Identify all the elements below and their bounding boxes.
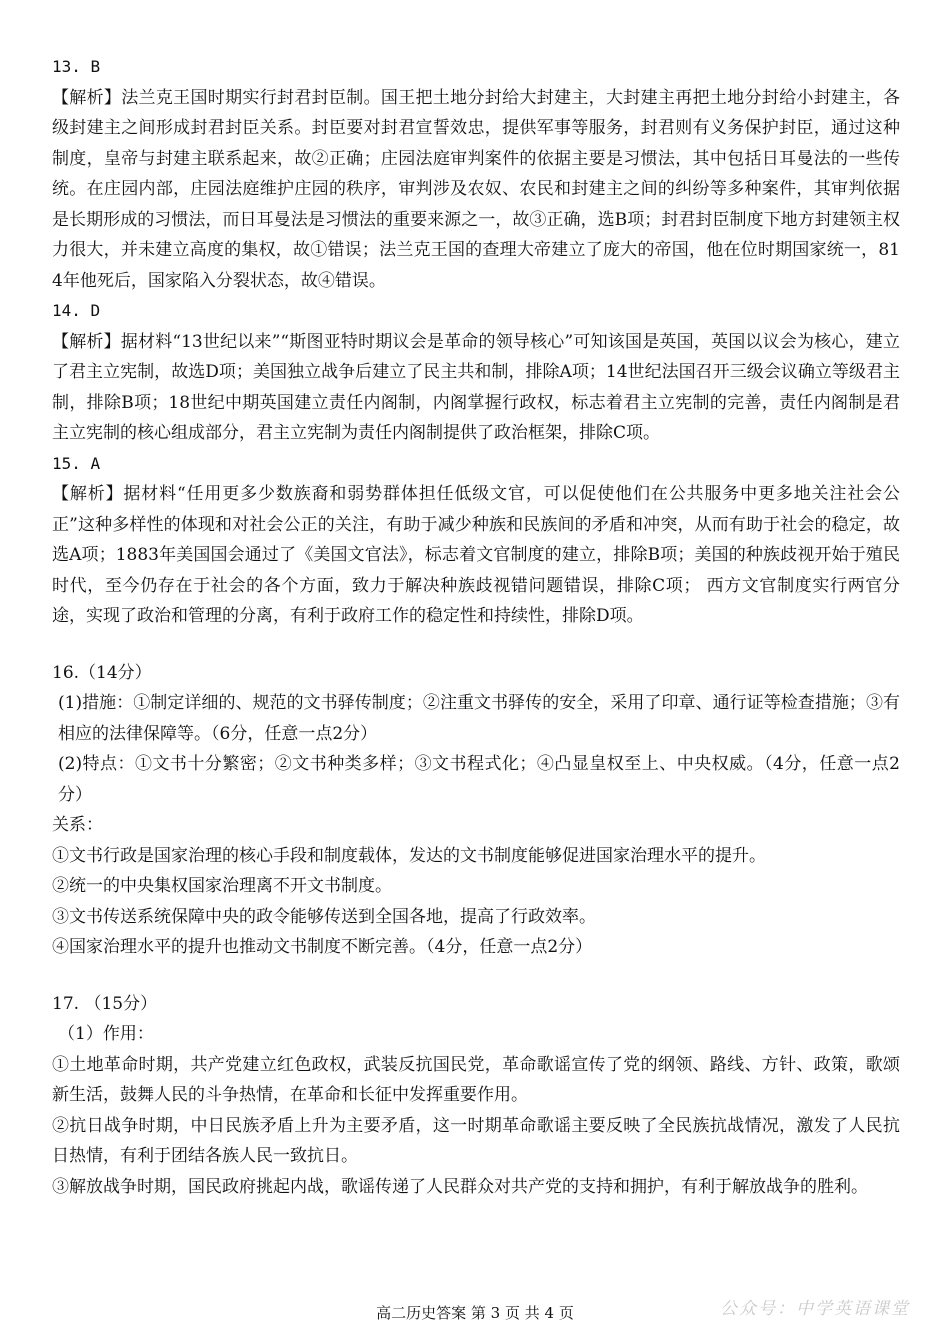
q17-item-1: ①土地革命时期，共产党建立红色政权，武装反抗国民党，革命歌谣宣传了党的纲领、路线、方针、政策，歌颂新生活，鼓舞人民的斗争热情，在革命和长征中发挥重要作用。 xyxy=(52,1054,900,1105)
q17-title: 17. （15分） xyxy=(52,993,158,1014)
page-footer: 高二历史答案 第 3 页 共 4 页 xyxy=(376,1304,574,1322)
q14-analysis: 【解析】据材料“13世纪以来”“斯图亚特时期议会是革命的领导核心”可知该国是英国，英国以议会为核心，建立了君主立宪制，故选D项；美国独立战争后建立了民主共和制，排除A项；14世纪法国召开三级会议确立等级君主制，排除B项；18世纪中期英国建立责任内阁制，内阁掌握行政权，标志着君主立宪制的完善，责任内阁制是君主立宪制的核心组成部分，君主立宪制为责任内阁制提供了政治框架，排除C项。 xyxy=(52,331,900,443)
q17-item-3: ③解放战争时期，国民政府挑起内战，歌谣传递了人民群众对共产党的支持和拥护，有利于解放战争的胜利。 xyxy=(52,1176,868,1197)
q16-relation-2: ②统一的中央集权国家治理离不开文书制度。 xyxy=(52,876,392,896)
q16-relation-3: ③文书传送系统保障中央的政令能够传送到全国各地，提高了行政效率。 xyxy=(52,906,596,927)
q15-analysis: 【解析】据材料“任用更多少数族裔和弱势群体担任低级文官，可以促使他们在公共服务中更多地关注社会公正”这种多样性的体现和对社会公正的关注，有助于减少种族和民族间的矛盾和冲突，从而有助于社会的稳定，故选A项；1883年美国国会通过了《美国文官法》，标志着文官制度的建立，排除B项；美国的种族歧视开始于殖民时代，至今仍存在于社会的各个方面，致力于解决种族歧视错问题错误，排除C项； 西方文官制度实行两官分途，实现了政治和管理的分离，有利于政府工作的稳定性和持续性，排除D项。 xyxy=(52,484,900,626)
q14-answer: 14. D xyxy=(52,301,101,320)
q17-item-2: ②抗日战争时期，中日民族矛盾上升为主要矛盾，这一时期革命歌谣主要反映了全民族抗战情况，激发了人民抗日热情，有利于团结各族人民一致抗日。 xyxy=(52,1115,900,1166)
q13-answer: 13. B xyxy=(52,57,101,76)
q16-relation-4: ④国家治理水平的提升也推动文书制度不断完善。（4分，任意一点2分） xyxy=(52,937,593,957)
answer-page xyxy=(52,52,900,1202)
q16-title: 16.（14分） xyxy=(52,662,152,683)
q15-answer: 15. A xyxy=(52,453,101,473)
q13-analysis: 【解析】法兰克王国时期实行封君封臣制。国王把土地分封给大封建主，大封建主再把土地分封给小封建主，各级封建主之间形成封君封臣关系。封臣要对封君宣誓效忠，提供军事等服务，封君则有义务保护封臣，通过这种制度，皇帝与封建主联系起来，故②正确；庄园法庭审判案件的依据主要是习惯法，其中包括日耳曼法的一些传统。在庄园内部，庄园法庭维护庄园的秩序，审判涉及农奴、农民和封建主之间的纠纷等多种案件，其审判依据是长期形成的习惯法，而日耳曼法是习惯法的重要来源之一，故③正确，选B项；封君封臣制度下地方封建领主权力很大，并未建立高度的集权，故①错误；法兰克王国的查理大帝建立了庞大的帝国，他在位时期国家统一，814年他死后，国家陷入分裂状态，故④错误。 xyxy=(52,87,900,291)
watermark: 公众号：中学英语课堂 xyxy=(720,1299,910,1319)
q16-relation-1: ①文书行政是国家治理的核心手段和制度载体，发达的文书制度能够促进国家治理水平的提升。 xyxy=(52,845,766,866)
q16-part1: (1)措施：①制定详细的、规范的文书驿传制度；②注重文书驿传的安全，采用了印章、通行证等检查措施；③有相应的法律保障等。（6分，任意一点2分） xyxy=(58,693,900,744)
q16-part2: (2)特点：①文书十分繁密；②文书种类多样；③文书程式化；④凸显皇权至上、中央权威。（4分，任意一点2分） xyxy=(58,754,900,805)
q17-sub-label: （1）作用： xyxy=(58,1024,154,1044)
q16-relation-label: 关系： xyxy=(52,815,103,835)
